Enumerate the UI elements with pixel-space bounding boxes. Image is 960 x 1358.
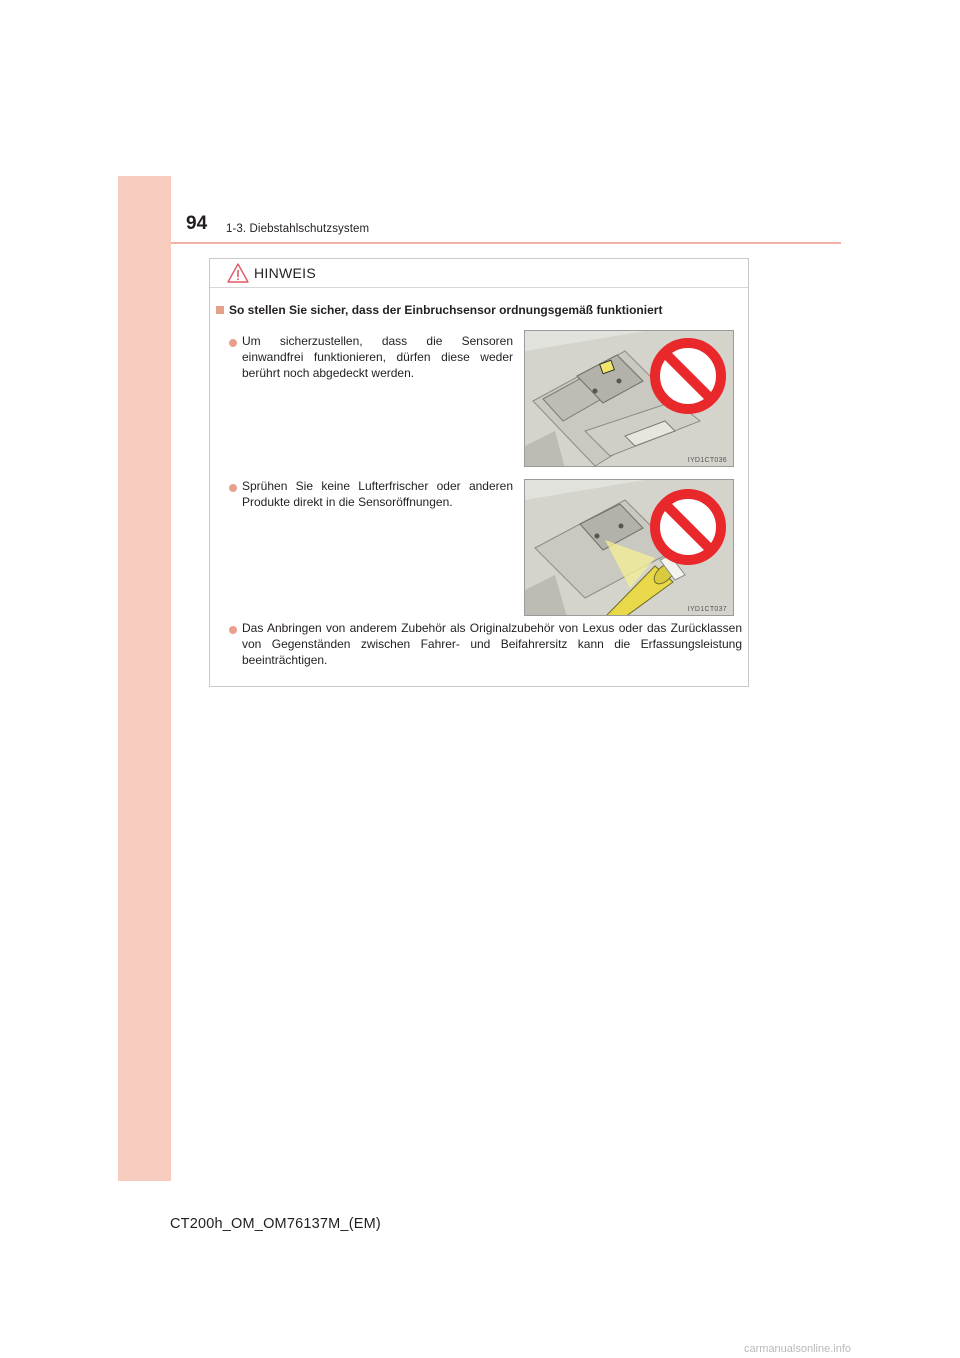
notice-item-3: Das Anbringen von anderem Zubehör als Originalzubehör von Lexus oder das Zurücklassen von Gegenständen zwischen Fahrer- und Beifahrersitz kann die Erfassungsleistung beeinträchtigen.	[242, 621, 742, 667]
notice-item-1: Um sicherzustellen, dass die Sensoren einwandfrei funktionieren, dürfen diese weder berührt noch abgedeckt werden.	[242, 334, 513, 380]
notice-topic-text: So stellen Sie sicher, dass der Einbruchsensor ordnungsgemäß funktioniert	[229, 303, 663, 317]
document-code: CT200h_OM_OM76137M_(EM)	[170, 1216, 381, 1232]
notice-title: HINWEIS	[254, 265, 316, 281]
figure-code: IYD1CT036	[687, 457, 727, 464]
round-bullet-icon	[229, 339, 237, 347]
square-bullet-icon	[216, 306, 224, 314]
chapter-sidebar	[118, 176, 171, 1181]
figure-code: IYD1CT037	[687, 606, 727, 613]
round-bullet-icon	[229, 484, 237, 492]
watermark: carmanualsonline.info	[744, 1343, 852, 1355]
section-title: 1-3. Diebstahlschutzsystem	[226, 223, 370, 235]
page-number: 94	[186, 213, 208, 234]
figure-sensor-overhead	[524, 330, 734, 467]
prohibition-sign-icon	[649, 488, 727, 566]
header-rule	[171, 242, 841, 244]
figure-spray-sensor	[524, 479, 734, 616]
notice-topic	[216, 303, 662, 317]
prohibition-sign-icon	[649, 337, 727, 415]
round-bullet-icon	[229, 626, 237, 634]
notice-box	[209, 258, 749, 687]
notice-item-2: Sprühen Sie keine Lufterfrischer oder anderen Produkte direkt in die Sensoröffnungen.	[242, 479, 513, 509]
notice-header	[210, 259, 748, 288]
warning-triangle-icon	[227, 263, 249, 283]
